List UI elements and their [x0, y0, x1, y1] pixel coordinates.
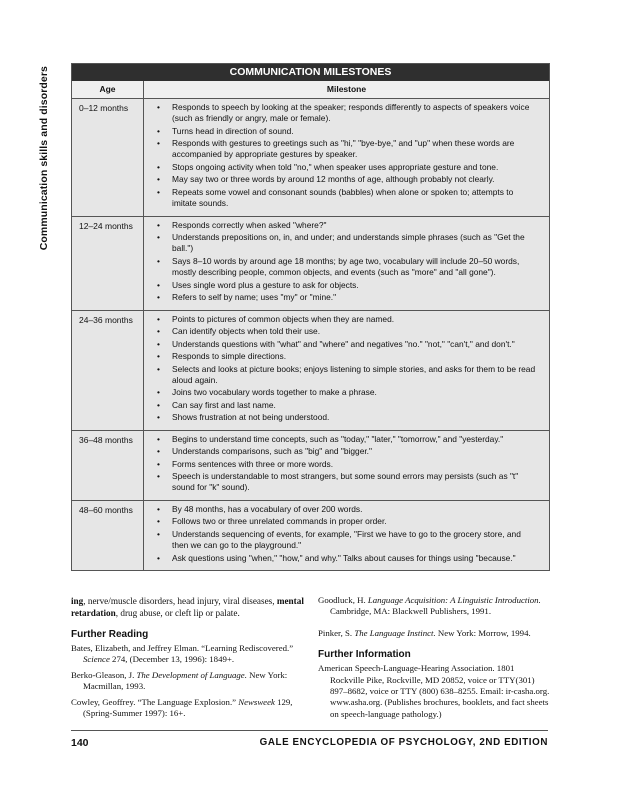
body-right-column: [318, 595, 550, 724]
milestone-item: • Responds to simple directions.: [144, 351, 539, 362]
milestone-item: • Follows two or three unrelated commands in proper order.: [144, 516, 539, 527]
age-cell: 12–24 months: [72, 217, 144, 310]
further-reading-heading: Further Reading: [71, 629, 149, 640]
reference-item: Cowley, Geoffrey. “The Language Explosion.” Newsweek 129, (Spring-Summer 1997): 16+.: [71, 696, 293, 719]
milestone-item: • Forms sentences with three or more words.: [144, 459, 539, 470]
milestone-item: • Shows frustration at not being understood.: [144, 412, 539, 423]
milestone-item: • Responds with gestures to greetings such as "hi," "bye-bye," and "up" when these words are accompanied by appropriate gestures by speaker.: [144, 138, 539, 160]
milestone-cell: [144, 501, 549, 570]
milestone-item: • Understands comparisons, such as "big" and "bigger.": [144, 446, 539, 457]
age-cell: 0–12 months: [72, 99, 144, 216]
age-cell: 48–60 months: [72, 501, 144, 570]
milestone-list: [144, 504, 539, 564]
milestone-item: • Understands questions with "what" and "where" and negatives "no." "not," "can't," and don't.": [144, 339, 539, 350]
milestone-item: • Can identify objects when told their use.: [144, 326, 539, 337]
milestone-item: • Understands sequencing of events, for example, "First we have to go to the grocery store, and then we can go to the playground.": [144, 529, 539, 551]
intro-bold-term-2: mental retardation: [71, 596, 304, 618]
reading-list-left: [71, 643, 306, 719]
milestone-item: • Says 8–10 words by around age 18 months; by age two, vocabulary will include 20–50 words, mostly describing people, common objects, and events (such as "more" and "all gone").: [144, 256, 539, 278]
milestone-item: • Ask questions using "when," "how," and why." Talks about causes for things using "because.": [144, 553, 539, 564]
milestone-list: [144, 314, 539, 424]
header-age: Age: [72, 81, 144, 98]
table-row: [72, 311, 549, 431]
header-milestone: Milestone: [326, 84, 367, 94]
milestone-item: • Understands prepositions on, in, and under; and understands simple phrases (such as "Get the ball."): [144, 232, 539, 254]
table-header-row: [72, 81, 549, 99]
milestone-item: • Begins to understand time concepts, such as "today," "later," "tomorrow," and "yesterday.": [144, 434, 539, 445]
footer-divider: [71, 730, 548, 731]
milestone-item: • By 48 months, has a vocabulary of over 200 words.: [144, 504, 539, 515]
table-body: [72, 99, 549, 570]
milestone-item: • May say two or three words by around 12 months of age, although probably not clearly.: [144, 174, 539, 185]
intro-text-end: , drug abuse, or cleft lip or palate.: [115, 608, 240, 618]
milestones-table: [71, 63, 550, 571]
table-row: [72, 431, 549, 501]
page-number: 140: [71, 737, 89, 749]
running-section-label: Communication skills and disorders: [38, 66, 50, 251]
body-left-column: [71, 595, 306, 723]
table-row: [72, 99, 549, 217]
milestone-item: • Can say first and last name.: [144, 400, 539, 411]
age-cell: 24–36 months: [72, 311, 144, 430]
milestone-item: • Points to pictures of common objects when they are named.: [144, 314, 539, 325]
milestone-item: • Stops ongoing activity when told "no," when speaker uses appropriate gesture and tone.: [144, 162, 539, 173]
milestone-item: • Speech is understandable to most strangers, but some sound errors may persists (such as "t" sound for "k" sound).: [144, 471, 539, 493]
further-information-entry: American Speech-Language-Hearing Association. 1801 Rockville Pike, Rockville, MD 20852, voice or TTY(301) 897–8682, voice or TTY (800) 638–8255. Email: ir-casha.org. www.asha.org. (Publishes brochures, booklets, and fact sheets on speech-language pathology.): [318, 663, 550, 719]
intro-text: , nerve/muscle disorders, head injury, viral diseases,: [83, 596, 275, 606]
milestone-cell: [144, 99, 549, 216]
reference-item: Berko-Gleason, J. The Development of Language. New York: Macmillan, 1993.: [71, 669, 288, 692]
milestone-item: • Responds correctly when asked "where?": [144, 220, 539, 231]
milestone-item: • Turns head in direction of sound.: [144, 126, 539, 137]
table-title: COMMUNICATION MILESTONES: [72, 64, 549, 81]
milestone-cell: [144, 431, 549, 500]
table-row: [72, 217, 549, 311]
milestone-item: • Selects and looks at picture books; enjoys listening to simple stories, and asks for them to be read aloud again.: [144, 364, 539, 386]
milestone-item: • Refers to self by name; uses "my" or "mine.": [144, 292, 539, 303]
reference-item: Bates, Elizabeth, and Jeffrey Elman. “Learning Rediscovered.” Science 274, (December 13, 1996): 1849+.: [71, 643, 294, 665]
milestone-list: [144, 220, 539, 304]
reference-item: Pinker, S. The Language Instinct. New York: Morrow, 1994.: [318, 627, 531, 638]
intro-paragraph: [71, 595, 306, 619]
milestone-item: • Responds to speech by looking at the speaker; responds differently to aspects of speakers voice (such as friendly or angry, male or female).: [144, 102, 539, 124]
age-cell: 36–48 months: [72, 431, 144, 500]
milestone-item: • Joins two vocabulary words together to make a phrase.: [144, 387, 539, 398]
milestone-cell: [144, 217, 549, 310]
milestone-cell: [144, 311, 549, 430]
milestone-item: • Uses single word plus a gesture to ask for objects.: [144, 280, 539, 291]
milestone-list: [144, 434, 539, 494]
reference-item: Goodluck, H. Language Acquisition: A Linguistic Introduction. Cambridge, MA: Blackwell Publishers, 1991.: [318, 595, 541, 617]
book-title: GALE ENCYCLOPEDIA OF PSYCHOLOGY, 2ND EDITION: [259, 737, 548, 748]
milestone-list: [144, 102, 539, 209]
intro-bold-term: ing: [71, 596, 84, 606]
table-row: [72, 501, 549, 570]
milestone-item: • Repeats some vowel and consonant sounds (babbles) when alone or spoken to; attempts to imitate sounds.: [144, 187, 539, 209]
further-information-heading: Further Information: [318, 649, 411, 661]
